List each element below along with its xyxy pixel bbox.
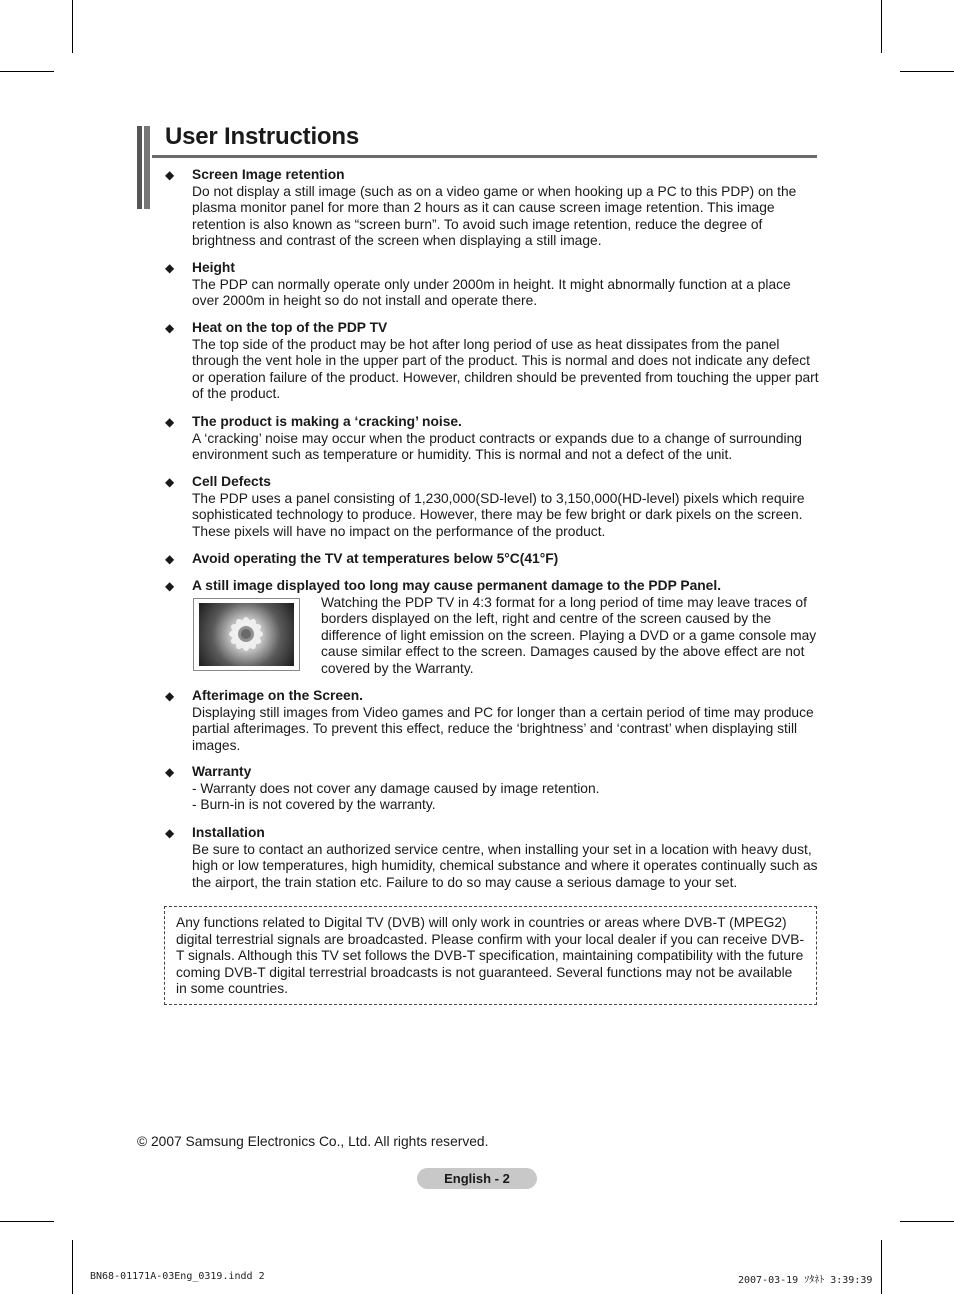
diamond-bullet-icon: ◆: [165, 826, 175, 840]
item-body: Displaying still images from Video games and PC for longer than a certain period of time may produce partial afterimages. To prevent this effect, reduce the ‘brightness’ and ‘contrast’ when displaying still images.: [192, 704, 814, 753]
diamond-bullet-icon: ◆: [165, 475, 175, 489]
file-timestamp: 2007-03-19 ｿﾀﾈﾄ 3:39:39: [738, 1275, 873, 1286]
item-heading: A still image displayed too long may cause permanent damage to the PDP Panel.: [192, 578, 722, 593]
crop-mark: [900, 1221, 954, 1222]
diamond-bullet-icon: ◆: [165, 552, 175, 566]
diamond-bullet-icon: ◆: [165, 689, 175, 703]
item-heading: Afterimage on the Screen.: [192, 688, 363, 703]
item-heading: Height: [192, 260, 235, 275]
crop-mark: [0, 1221, 54, 1222]
item-heading: Screen Image retention: [192, 167, 345, 182]
item-body: A ‘cracking’ noise may occur when the product contracts or expands due to a change of surrounding environment such as temperature or humidity. This is normal and not a defect of the unit.: [192, 430, 802, 463]
title-accent-bars: [137, 126, 151, 209]
item-heading: The product is making a ‘cracking’ noise.: [192, 414, 462, 429]
item-heading: Installation: [192, 825, 265, 840]
diamond-bullet-icon: ◆: [165, 321, 175, 335]
list-item-installation: [165, 825, 820, 891]
list-item-cell-defects: [165, 474, 820, 540]
item-heading: Avoid operating the TV at temperatures below 5°C(41°F): [192, 551, 559, 566]
crop-mark: [900, 71, 954, 72]
item-heading: Heat on the top of the PDP TV: [192, 320, 388, 335]
crop-mark: [0, 71, 54, 72]
item-body-line: - Burn-in is not covered by the warranty.: [192, 797, 436, 813]
diamond-bullet-icon: ◆: [165, 168, 175, 182]
list-item-screen-image-retention: [165, 167, 820, 250]
page-title: User Instructions: [165, 123, 359, 150]
item-heading: Warranty: [192, 764, 252, 779]
list-item-height: [165, 260, 820, 310]
flower-screen-image-icon: [193, 598, 300, 671]
item-body: The PDP can normally operate only under 2000m in height. It might abnormally function at a place over 2000m in height so do not install and operate there.: [192, 276, 791, 309]
file-name: BN68-01171A-03Eng_0319.indd 2: [90, 1271, 265, 1282]
crop-mark: [881, 0, 882, 53]
dvb-notice-box: Any functions related to Digital TV (DVB) will only work in countries or areas where DVB-T (MPEG2) digital terrestrial signals are broadcasted. Please confirm with your local dealer if you can receive DVB-T signals. Although this TV set follows the DVB-T specification, maintaining compatibility with the future coming DVB-T digital terrestrial broadcasts is not guaranteed. Several functions may not be available in some countries.: [164, 906, 817, 1005]
diamond-bullet-icon: ◆: [165, 415, 175, 429]
item-heading: Cell Defects: [192, 474, 271, 489]
list-item-temperature: [165, 551, 820, 568]
diamond-bullet-icon: ◆: [165, 579, 175, 593]
list-item-warranty: [165, 764, 820, 814]
item-body: The top side of the product may be hot after long period of use as heat dissipates from the panel through the vent hole in the upper part of the product. This is normal and does not indicate any defect or operation failure of the product. However, children should be prevented from touching the upper part of the product.: [192, 336, 819, 402]
crop-mark: [881, 1240, 882, 1294]
copyright-text: © 2007 Samsung Electronics Co., Ltd. All rights reserved.: [137, 1134, 489, 1149]
diamond-bullet-icon: ◆: [165, 765, 175, 779]
item-body: The PDP uses a panel consisting of 1,230,000(SD-level) to 3,150,000(HD-level) pixels which require sophisticated technology to produce. However, there may be few bright or dark pixels on the screen. These pixels will have no impact on the performance of the product.: [192, 490, 805, 539]
list-item-heat: [165, 320, 820, 403]
item-body: Be sure to contact an authorized service centre, when installing your set in a location with heavy dust, high or low temperatures, high humidity, chemical substance and where it operates continually such as the airport, the train station etc. Failure to do so may cause a serious damage to your set.: [192, 841, 818, 890]
item-body: Watching the PDP TV in 4:3 format for a long period of time may leave traces of borders displayed on the left, right and centre of the screen caused by the difference of light emission on the screen. Playing a DVD or a game console may cause similar effect to the screen. Damages caused by the above effect are not covered by the Warranty.: [321, 594, 817, 676]
page-number-badge: English - 2: [417, 1168, 537, 1189]
item-body: Do not display a still image (such as on a video game or when hooking up a PC to this PDP) on the plasma monitor panel for more than 2 hours as it can cause screen image retention. This image retention is also known as “screen burn”. To avoid such image retention, reduce the degree of brightness and contrast of the screen when displaying a still image.: [192, 183, 797, 249]
crop-mark: [72, 0, 73, 53]
diamond-bullet-icon: ◆: [165, 261, 175, 275]
item-body-line: - Warranty does not cover any damage caused by image retention.: [192, 780, 600, 796]
list-item-afterimage: [165, 688, 820, 754]
crop-mark: [72, 1240, 73, 1294]
title-divider: [152, 155, 817, 158]
list-item-cracking-noise: [165, 414, 820, 464]
